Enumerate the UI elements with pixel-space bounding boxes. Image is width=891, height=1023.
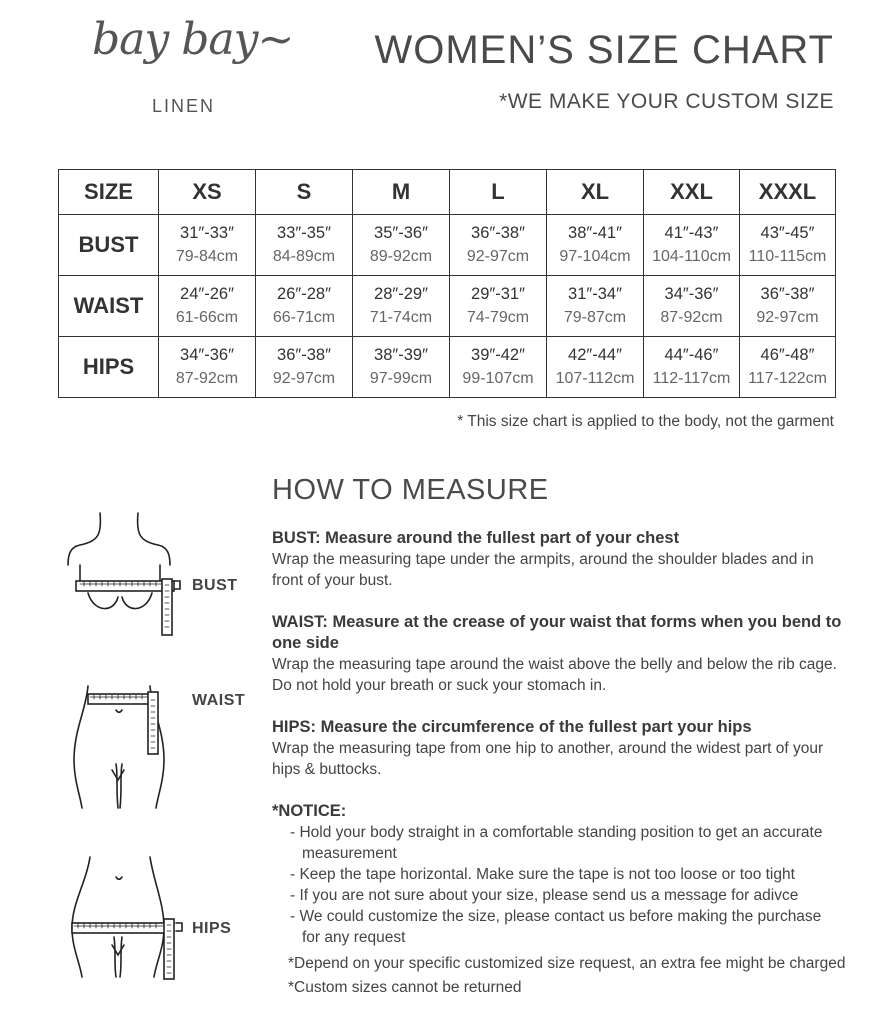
- notice-item: - Keep the tape horizontal. Make sure the tape is not too loose or too tight: [290, 866, 795, 883]
- notice-item: - If you are not sure about your size, please send us a message for adivce: [290, 887, 799, 904]
- cell-cm: 87-92cm: [660, 309, 723, 326]
- cell-cm: 79-84cm: [175, 248, 239, 265]
- size-header: S: [256, 170, 353, 215]
- bust-figure: [60, 505, 260, 645]
- table-cell: [256, 337, 353, 398]
- cell-inches: 28″-29″: [374, 285, 428, 303]
- table-cell: [353, 276, 450, 337]
- brand-logo: [92, 14, 292, 124]
- cell-cm: 61-66cm: [175, 309, 239, 326]
- cell-inches: 29″-31″: [471, 285, 525, 303]
- table-cell: [644, 276, 740, 337]
- table-cell: [740, 215, 836, 276]
- brand-script: bay bay~: [92, 14, 294, 65]
- cell-cm: 87-92cm: [175, 370, 239, 387]
- size-header: L: [450, 170, 547, 215]
- table-cell: [740, 337, 836, 398]
- cell-inches: 36″-38″: [760, 285, 815, 303]
- row-label: BUST: [59, 215, 159, 276]
- notice-return: *Custom sizes cannot be returned: [288, 979, 522, 996]
- waist-figure: [60, 680, 260, 815]
- table-cell: [353, 337, 450, 398]
- hips-figure: [60, 853, 260, 983]
- cell-cm: 92-97cm: [272, 370, 336, 387]
- size-header: XS: [159, 170, 256, 215]
- notice-section: [272, 801, 846, 1000]
- cell-inches: 24″-26″: [180, 285, 234, 303]
- table-cell: [450, 215, 547, 276]
- cell-inches: 38″-41″: [568, 224, 622, 242]
- cell-inches: 34″-36″: [664, 285, 719, 303]
- cell-inches: 31″-33″: [180, 224, 234, 242]
- cell-cm: 104-110cm: [652, 248, 731, 265]
- table-cell: [159, 337, 256, 398]
- table-cell: [159, 276, 256, 337]
- table-cell: [450, 337, 547, 398]
- cell-inches: 26″-28″: [277, 285, 331, 303]
- bust-body: Wrap the measuring tape under the armpits, around the shoulder blades and in front of your bust.: [272, 551, 814, 589]
- cell-inches: 39″-42″: [471, 346, 525, 364]
- table-corner: SIZE: [59, 170, 159, 215]
- table-cell: [740, 276, 836, 337]
- page-title: WOMEN’S SIZE CHART: [374, 28, 834, 72]
- table-cell: [256, 276, 353, 337]
- table-row: [59, 276, 836, 337]
- cell-inches: 43″-45″: [760, 224, 815, 242]
- table-cell: [256, 215, 353, 276]
- cell-inches: 35″-36″: [374, 224, 428, 242]
- row-label: WAIST: [59, 276, 159, 337]
- size-header: XXL: [644, 170, 740, 215]
- notice-item: - We could customize the size, please contact us before making the purchase for any request: [290, 908, 822, 946]
- waist-illustration-icon: [60, 680, 190, 815]
- hips-body: Wrap the measuring tape from one hip to another, around the widest part of your hips & buttocks.: [272, 740, 824, 778]
- table-cell: [159, 215, 256, 276]
- table-cell: [644, 337, 740, 398]
- notice-fee: *Depend on your specific customized size request, an extra fee might be charged: [288, 955, 846, 972]
- table-cell: [547, 215, 644, 276]
- table-cell: [644, 215, 740, 276]
- size-header: XXXL: [740, 170, 836, 215]
- cell-cm: 107-112cm: [555, 370, 635, 387]
- cell-cm: 79-87cm: [563, 309, 627, 326]
- cell-cm: 89-92cm: [369, 248, 433, 265]
- cell-inches: 38″-39″: [374, 346, 428, 364]
- table-cell: [450, 276, 547, 337]
- table-cell: [547, 276, 644, 337]
- cell-cm: 92-97cm: [756, 309, 819, 326]
- size-chart-table: [58, 169, 836, 398]
- cell-inches: 31″-34″: [568, 285, 622, 303]
- table-row: [59, 215, 836, 276]
- how-to-measure-title: HOW TO MEASURE: [272, 474, 549, 506]
- table-cell: [547, 337, 644, 398]
- hips-section: [272, 717, 842, 780]
- cell-inches: 41″-43″: [664, 224, 719, 242]
- cell-inches: 44″-46″: [664, 346, 719, 364]
- cell-cm: 112-117cm: [652, 370, 731, 387]
- brand-sub: LINEN: [152, 96, 216, 116]
- cell-cm: 71-74cm: [369, 309, 433, 326]
- notice-item: - Hold your body straight in a comfortable standing position to get an accurate measurement: [290, 824, 823, 862]
- cell-inches: 36″-38″: [471, 224, 525, 242]
- cell-cm: 74-79cm: [466, 309, 530, 326]
- cell-cm: 84-89cm: [272, 248, 336, 265]
- table-header-row: [59, 170, 836, 215]
- cell-cm: 92-97cm: [466, 248, 530, 265]
- bust-illustration-icon: [60, 505, 190, 645]
- size-header: M: [353, 170, 450, 215]
- waist-body: Wrap the measuring tape around the waist above the belly and below the rib cage. Do not hold your breath or suck your stomach in.: [272, 656, 837, 694]
- bust-heading: BUST: Measure around the fullest part of your chest: [272, 529, 680, 547]
- notice-heading: *NOTICE:: [272, 802, 347, 820]
- hips-figure-label: HIPS: [192, 920, 232, 937]
- cell-inches: 46″-48″: [760, 346, 815, 364]
- cell-cm: 99-107cm: [462, 370, 534, 387]
- page-subtitle: *WE MAKE YOUR CUSTOM SIZE: [499, 90, 834, 113]
- hips-heading: HIPS: Measure the circumference of the fullest part your hips: [272, 718, 752, 736]
- cell-cm: 97-99cm: [369, 370, 433, 387]
- notice-list: [272, 822, 842, 948]
- bust-figure-label: BUST: [192, 577, 238, 594]
- waist-figure-label: WAIST: [192, 692, 246, 709]
- table-cell: [353, 215, 450, 276]
- cell-cm: 117-122cm: [748, 370, 827, 387]
- cell-cm: 97-104cm: [559, 248, 631, 265]
- cell-inches: 34″-36″: [180, 346, 234, 364]
- cell-inches: 33″-35″: [277, 224, 331, 242]
- waist-heading: WAIST: Measure at the crease of your waist that forms when you bend to one side: [272, 613, 842, 652]
- table-note: * This size chart is applied to the body, not the garment: [457, 413, 834, 430]
- size-header: XL: [547, 170, 644, 215]
- cell-inches: 36″-38″: [277, 346, 331, 364]
- hips-illustration-icon: [60, 853, 190, 983]
- cell-cm: 66-71cm: [272, 309, 336, 326]
- cell-cm: 110-115cm: [748, 248, 827, 265]
- waist-section: [272, 612, 842, 696]
- row-label: HIPS: [59, 337, 159, 398]
- cell-inches: 42″-44″: [568, 346, 622, 364]
- bust-section: [272, 528, 842, 591]
- table-row: [59, 337, 836, 398]
